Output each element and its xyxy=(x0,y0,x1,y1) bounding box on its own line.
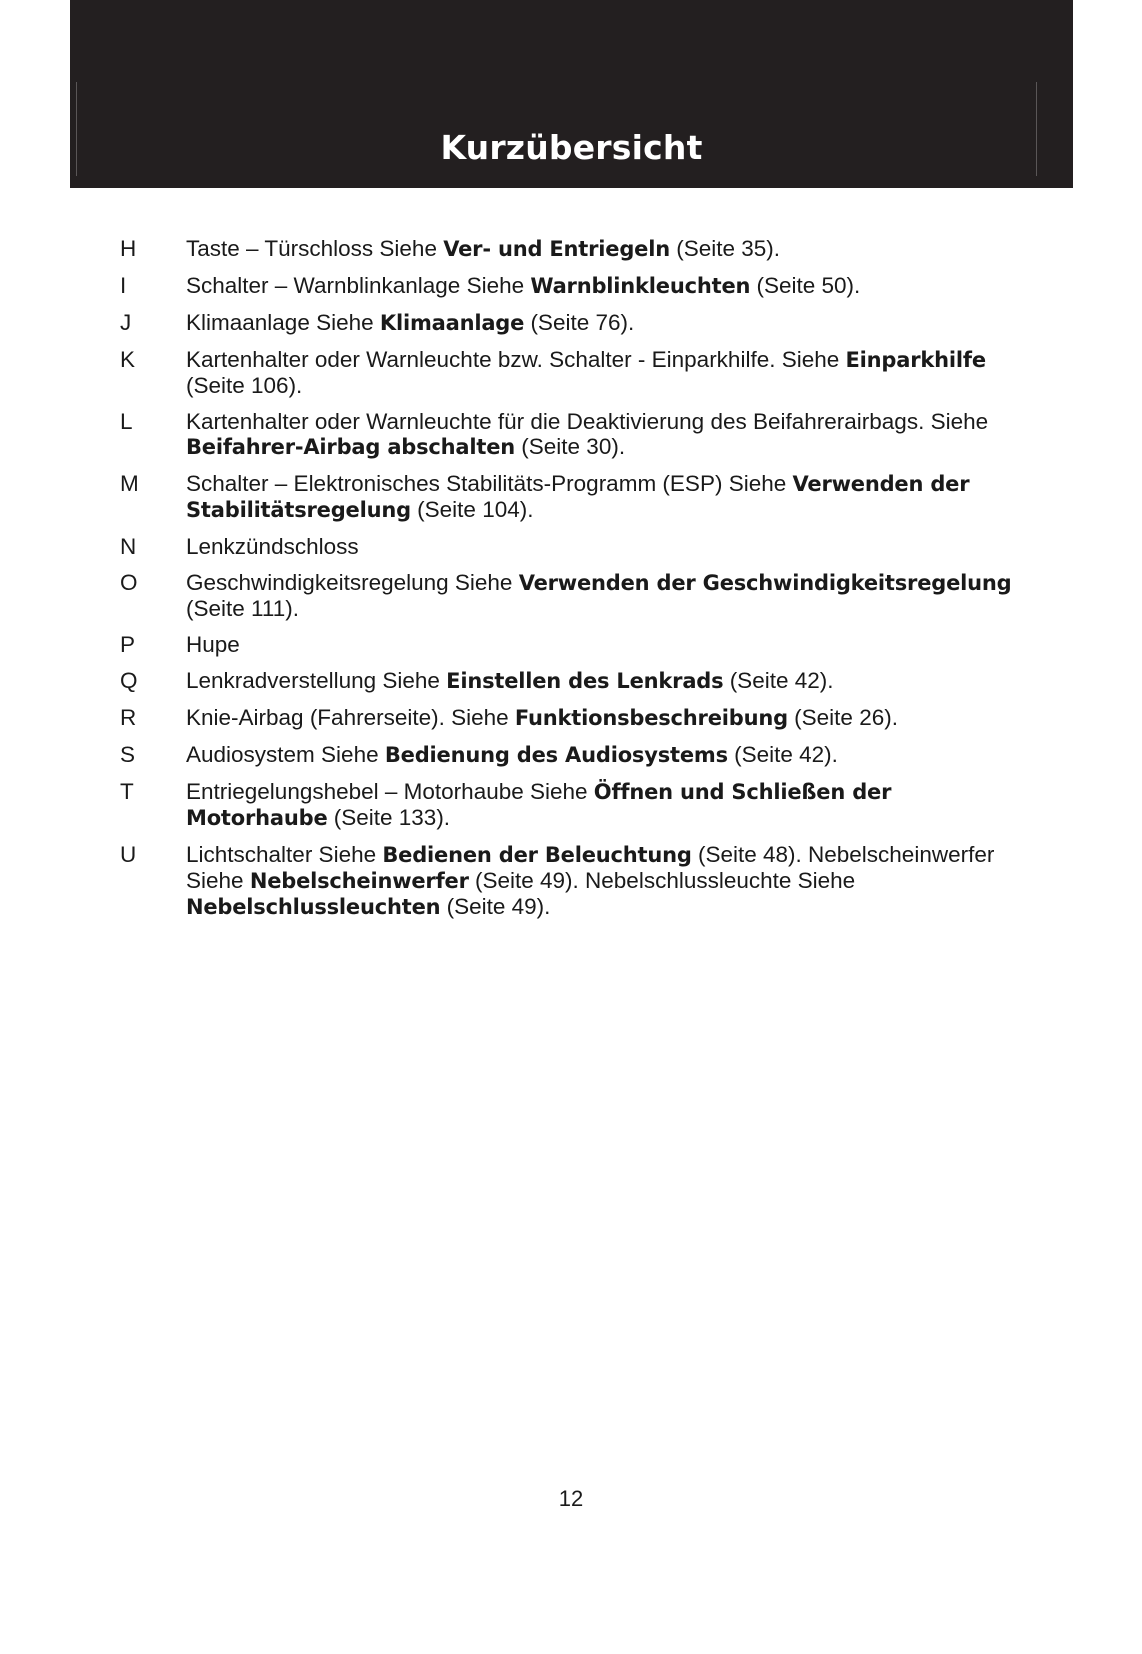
legend-text-before: Geschwindigkeitsregelung Siehe xyxy=(186,570,519,595)
legend-text-before: Kartenhalter oder Warnleuchte bzw. Schalter - Einparkhilfe. Siehe xyxy=(186,347,846,372)
page-reference: (Seite 76). xyxy=(524,310,635,335)
cross-reference-link[interactable]: Funktionsbeschreibung xyxy=(514,706,788,730)
page-reference: (Seite 49). Nebelschlussleuchte Siehe xyxy=(468,868,856,893)
legend-text: Hupe xyxy=(186,632,240,657)
legend-text xyxy=(186,310,1028,336)
legend-text xyxy=(186,570,1028,621)
cross-reference-link[interactable]: Einparkhilfe xyxy=(845,348,986,372)
legend-text: Lenkzündschloss xyxy=(186,534,359,559)
chapter-title: Kurzübersicht xyxy=(440,128,703,167)
page-reference: (Seite 42). xyxy=(723,668,834,693)
legend-item-m xyxy=(118,471,1028,523)
legend-text-before: Kartenhalter oder Warnleuchte für die Deaktivierung des Beifahrerairbags. Siehe xyxy=(186,409,989,434)
page-reference: (Seite 26). xyxy=(787,705,898,730)
legend-letter: P xyxy=(120,632,136,657)
legend-text-before: Schalter – Warnblinkanlage Siehe xyxy=(186,273,531,298)
page-reference: (Seite 48). Nebelscheinwerfer Siehe xyxy=(186,842,995,893)
legend-text xyxy=(186,842,1028,920)
legend-item-o xyxy=(118,570,1028,621)
cross-reference-link[interactable]: Klimaanlage xyxy=(379,311,525,335)
cross-reference-link[interactable]: Beifahrer-Airbag abschalten xyxy=(186,435,516,459)
page-reference: (Seite 104). xyxy=(410,497,534,522)
legend-text-before: Lenkradverstellung Siehe xyxy=(186,668,447,693)
legend-item-s xyxy=(118,742,1028,768)
legend-item-j xyxy=(118,310,1028,336)
legend-text xyxy=(186,742,1028,768)
page-reference: (Seite 49). xyxy=(440,894,551,919)
legend-letter: U xyxy=(120,842,137,867)
legend-text xyxy=(186,409,1028,460)
page-reference: (Seite 30). xyxy=(515,434,626,459)
cross-reference-link[interactable]: Verwenden der Stabilitätsregelung xyxy=(186,472,970,522)
legend-item-h xyxy=(118,236,1028,262)
legend-item-k xyxy=(118,347,1028,398)
cross-reference-link[interactable]: Öffnen und Schließen der Motorhaube xyxy=(186,780,892,830)
legend-item-p xyxy=(118,632,1028,657)
cross-reference-link[interactable]: Warnblinkleuchten xyxy=(530,274,751,298)
legend-item-i xyxy=(118,273,1028,299)
legend-letter: O xyxy=(120,570,138,595)
legend-letter: N xyxy=(120,534,137,559)
legend-text xyxy=(186,705,1028,731)
legend-item-q xyxy=(118,668,1028,694)
legend-letter: T xyxy=(120,779,134,804)
legend-item-l xyxy=(118,409,1028,460)
legend-list xyxy=(118,236,1028,931)
legend-letter: L xyxy=(120,409,133,434)
legend-letter: M xyxy=(120,471,139,496)
legend-text xyxy=(186,347,1028,398)
legend-text-before: Audiosystem Siehe xyxy=(186,742,385,767)
page-number: 12 xyxy=(558,1486,584,1511)
chapter-header xyxy=(70,0,1073,188)
legend-letter: K xyxy=(120,347,136,372)
legend-text-before: Lichtschalter Siehe xyxy=(186,842,383,867)
legend-text xyxy=(186,668,1028,694)
legend-text xyxy=(186,471,1028,523)
legend-item-u xyxy=(118,842,1028,920)
legend-item-n xyxy=(118,534,1028,559)
cross-reference-link[interactable]: Einstellen des Lenkrads xyxy=(446,669,724,693)
legend-letter: R xyxy=(120,705,137,730)
legend-text xyxy=(186,273,1028,299)
legend-text xyxy=(186,779,1028,831)
legend-text-before: Taste – Türschloss Siehe xyxy=(186,236,444,261)
legend-text-before: Entriegelungshebel – Motorhaube Siehe xyxy=(186,779,594,804)
legend-item-r xyxy=(118,705,1028,731)
legend-text-before: Klimaanlage Siehe xyxy=(186,310,380,335)
legend-letter: Q xyxy=(120,668,138,693)
cross-reference-link[interactable]: Bedienen der Beleuchtung xyxy=(382,843,692,867)
legend-item-t xyxy=(118,779,1028,831)
page-reference: (Seite 133). xyxy=(327,805,451,830)
cross-reference-link[interactable]: Verwenden der Geschwindigkeitsregelung xyxy=(518,571,1012,595)
cross-reference-link[interactable]: Nebelschlussleuchten xyxy=(186,895,441,919)
page-reference: (Seite 35). xyxy=(669,236,781,261)
legend-text-before: Knie-Airbag (Fahrerseite). Siehe xyxy=(186,705,515,730)
page-reference: (Seite 42). xyxy=(727,742,838,767)
legend-letter: S xyxy=(120,742,136,767)
page-reference: (Seite 50). xyxy=(750,273,861,298)
legend-text-before: Schalter – Elektronisches Stabilitäts-Programm (ESP) Siehe xyxy=(186,471,793,496)
cross-reference-link[interactable]: Ver- und Entriegeln xyxy=(443,237,670,261)
page-reference: (Seite 106). xyxy=(186,373,303,398)
legend-letter: J xyxy=(120,310,132,335)
legend-text xyxy=(186,236,1028,262)
cross-reference-link[interactable]: Nebelscheinwerfer xyxy=(249,869,469,893)
legend-letter: I xyxy=(120,273,127,298)
legend-letter: H xyxy=(120,236,137,261)
page-reference: (Seite 111). xyxy=(186,596,299,621)
cross-reference-link[interactable]: Bedienung des Audiosystems xyxy=(384,743,728,767)
